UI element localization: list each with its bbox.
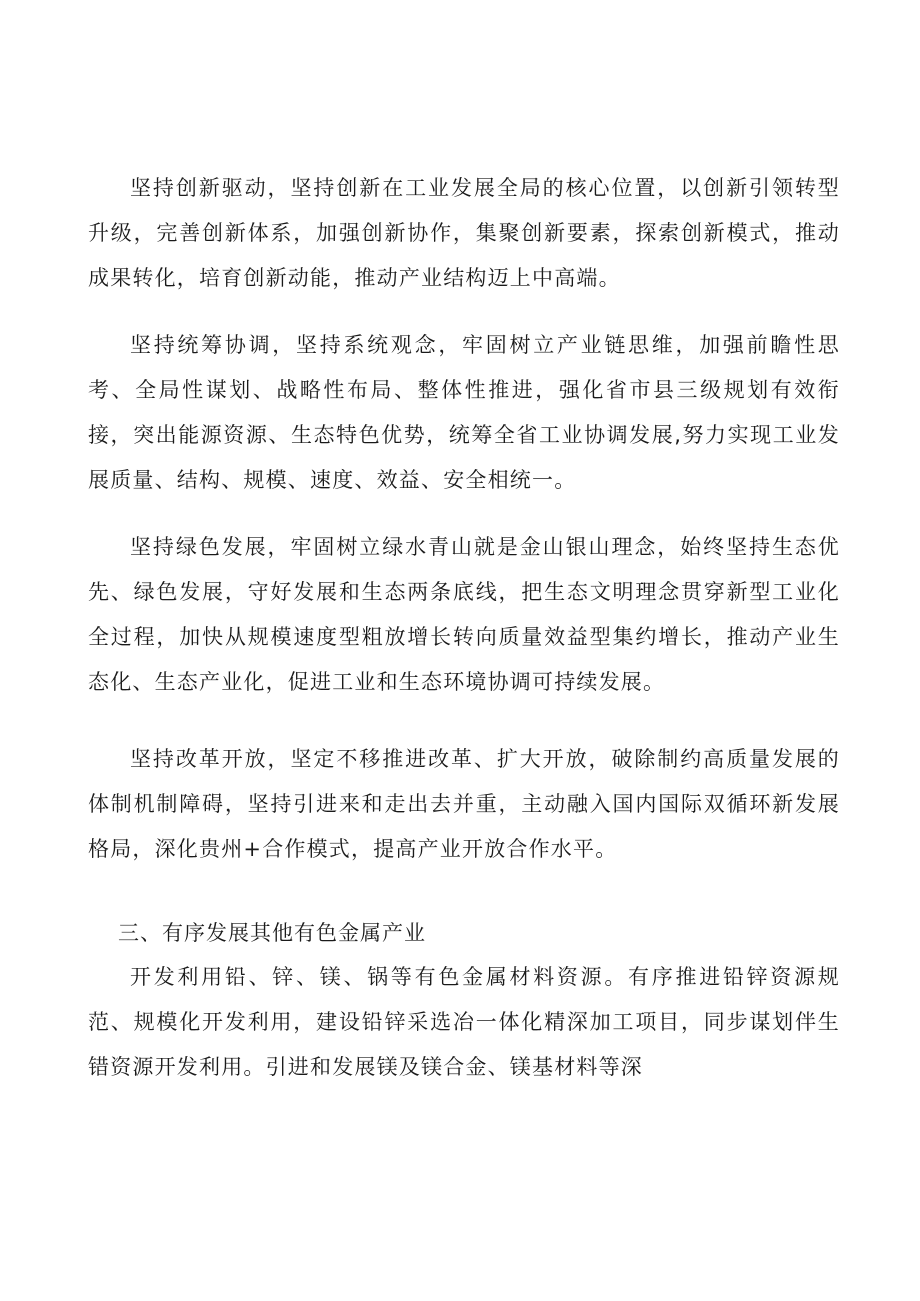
paragraph-coordination: 坚持统筹协调，坚持系统观念，牢固树立产业链思维，加强前瞻性思考、全局性谋划、战略性布局、整体性推进，强化省市县三级规划有效衔接，突出能源资源、生态特色优势，统筹全省工业协调发展,努力实现工业发展质量、结构、规模、速度、效益、安全相统一。: [88, 333, 840, 492]
section-heading: 三、有序发展其他有色金属产业: [118, 921, 426, 945]
paragraph-innovation: 坚持创新驱动，坚持创新在工业发展全局的核心位置，以创新引领转型升级，完善创新体系，加强创新协作，集聚创新要素，探索创新模式，推动成果转化，培育创新动能，推动产业结构迈上中高端。: [88, 176, 840, 290]
paragraph-nonferrous-metals: 开发利用铅、锌、镁、锅等有色金属材料资源。有序推进铅锌资源规范、规模化开发利用，建设铅锌采选冶一体化精深加工项目，同步谋划伴生错资源开发利用。引进和发展镁及镁合金、镁基材料等深: [88, 965, 840, 1079]
paragraph-reform-opening: 坚持改革开放，坚定不移推进改革、扩大开放，破除制约高质量发展的体制机制障碍，坚持引进来和走出去并重，主动融入国内国际双循环新发展格局，深化贵州+合作模式，提高产业开放合作水平。: [88, 747, 840, 861]
paragraph-green-development: 坚持绿色发展，牢固树立绿水青山就是金山银山理念，始终坚持生态优先、绿色发展，守好发展和生态两条底线，把生态文明理念贯穿新型工业化全过程，加快从规模速度型粗放增长转向质量效益型集约增长，推动产业生态化、生态产业化，促进工业和生态环境协调可持续发展。: [88, 535, 840, 694]
